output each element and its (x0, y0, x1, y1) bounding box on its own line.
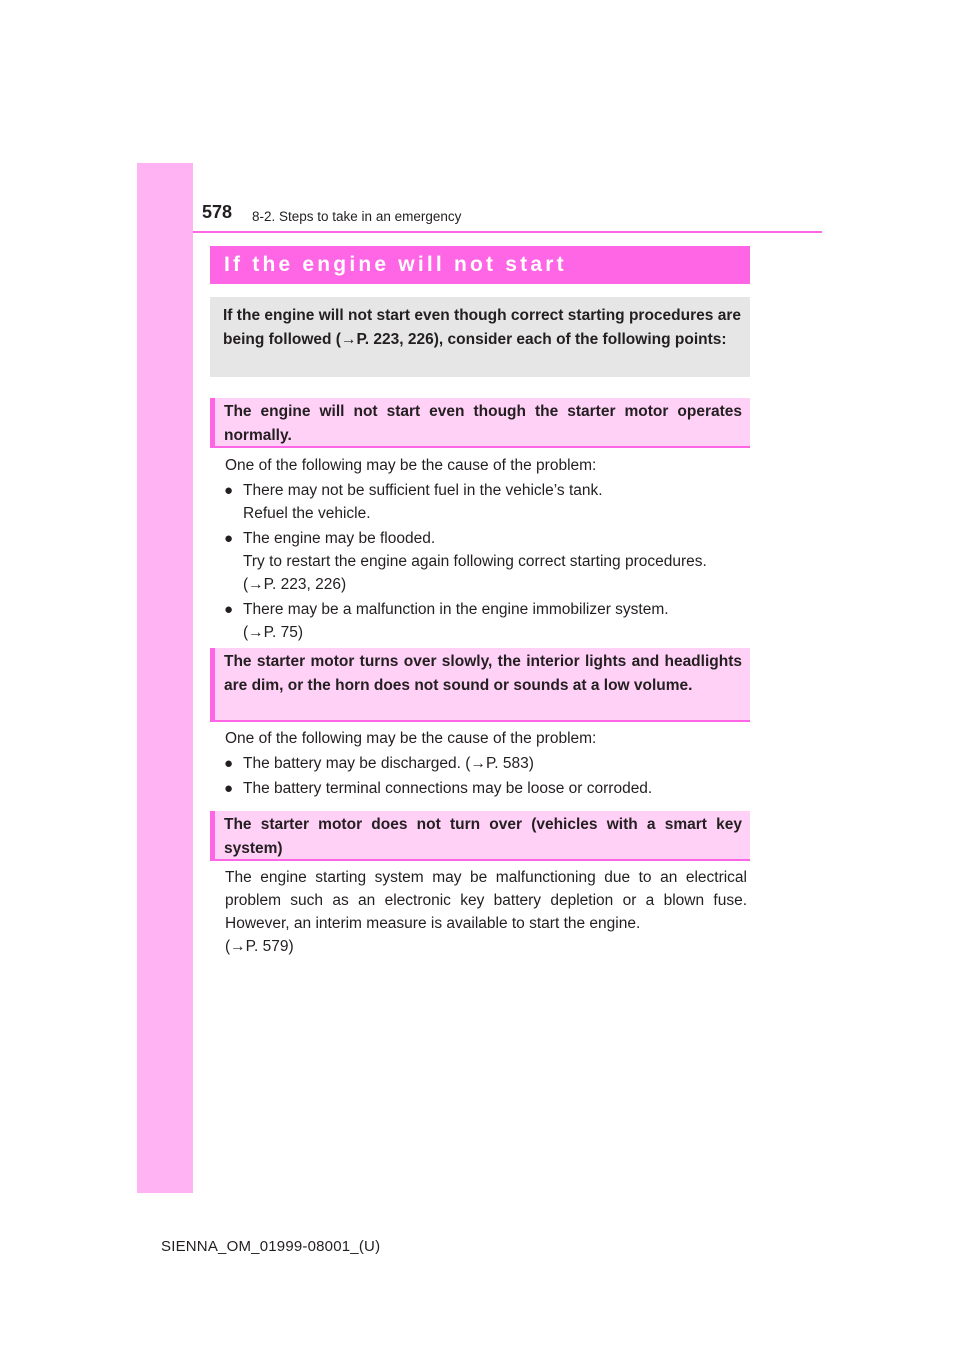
bullet-icon: ● (224, 482, 234, 499)
bullet-icon: ● (224, 780, 234, 797)
list-item: ● There may be a malfunction in the engine immobilizer system. (→P. 75) (225, 598, 747, 644)
list-item: ● The battery terminal connections may be loose or corroded. (225, 777, 747, 800)
page-reference: (→P. 75) (243, 624, 304, 641)
section-3-body (225, 866, 747, 958)
page-number: 578 (202, 202, 233, 222)
lead-text: One of the following may be the cause of the problem: (225, 730, 597, 747)
list-item: ● The engine may be flooded. Try to restart the engine again following correct starting procedures. (→P. 223, 226) (225, 527, 747, 596)
section-2-body (225, 727, 747, 800)
body-paragraph: The engine starting system may be malfunctioning due to an electrical problem such as an electronic key battery depletion or a blown fuse. However, an interim measure is available to start the engine. (225, 869, 747, 932)
lead-text: One of the following may be the cause of the problem: (225, 457, 597, 474)
bullet-icon: ● (224, 601, 234, 618)
section-title: If the engine will not start (210, 246, 750, 284)
subheading-starter-operates: The engine will not start even though the starter motor operates normally. (210, 398, 750, 448)
bullet-icon: ● (224, 755, 234, 772)
running-header: 8-2. Steps to take in an emergency (252, 209, 462, 224)
header-rule (193, 231, 822, 233)
chapter-side-tab (137, 163, 193, 1193)
document-code: SIENNA_OM_01999-08001_(U) (161, 1238, 381, 1255)
bullet-icon: ● (224, 530, 234, 547)
subheading-starter-slow: The starter motor turns over slowly, the interior lights and headlights are dim, or the horn does not sound or sounds at a low volume. (210, 648, 750, 722)
section-1-body (225, 454, 747, 644)
page-reference: (→P. 223, 226) (243, 576, 347, 593)
list-item: ● The battery may be discharged. (→P. 583) (225, 752, 747, 775)
subheading-starter-no-turn: The starter motor does not turn over (vehicles with a smart key system) (210, 811, 750, 861)
page-reference: (→P. 579) (225, 938, 294, 955)
intro-box: If the engine will not start even though correct starting procedures are being followed (→P. 223, 226), consider each of the following points: (210, 297, 750, 377)
list-item: ● There may not be sufficient fuel in the vehicle’s tank. Refuel the vehicle. (225, 479, 747, 525)
